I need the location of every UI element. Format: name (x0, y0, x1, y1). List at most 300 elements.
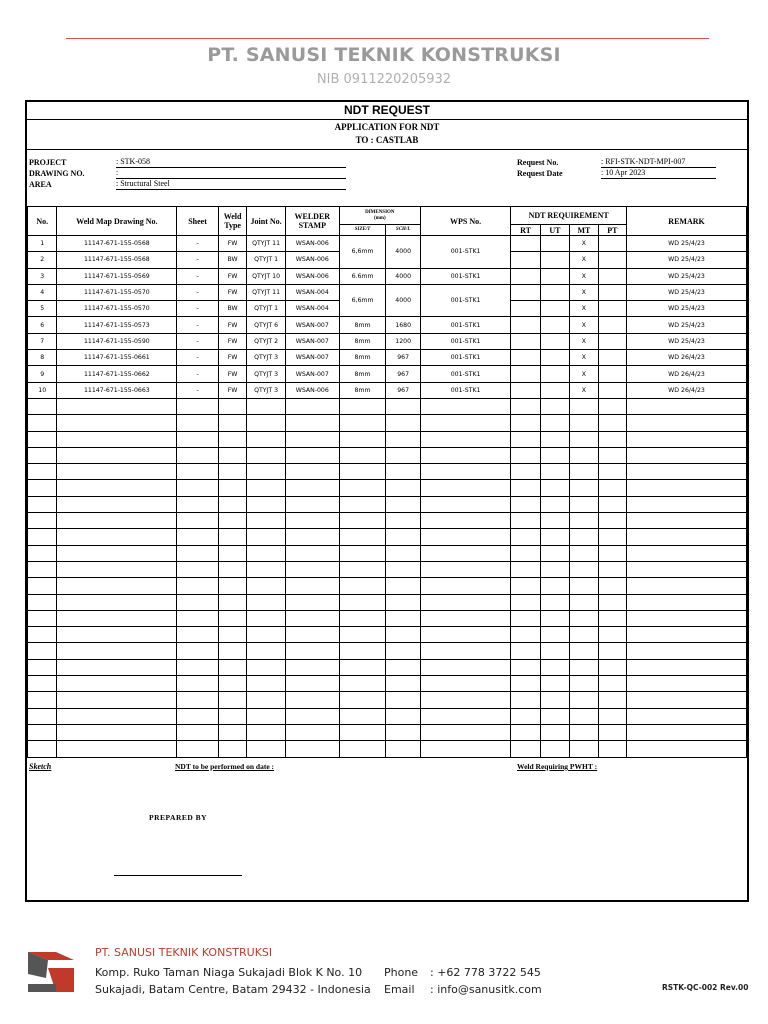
cell-mt (570, 659, 598, 675)
cell-weld-type: BW (218, 301, 246, 317)
cell-joint: QTYJT 2 (247, 333, 286, 349)
cell-sheet (177, 741, 219, 757)
cell-size (339, 594, 386, 610)
cell-welder (285, 398, 339, 414)
cell-pt (598, 464, 626, 480)
cell-no (28, 415, 57, 431)
cell-remark (627, 627, 747, 643)
cell-ut (540, 659, 569, 675)
cell-wps (420, 415, 510, 431)
cell-rt (511, 724, 540, 740)
cell-welder (285, 545, 339, 561)
cell-welder: WSAN-006 (285, 252, 339, 268)
cell-pt (598, 578, 626, 594)
cell-mt: X (570, 366, 598, 382)
cell-wps: 001-STK1 (420, 268, 510, 284)
cell-remark (627, 692, 747, 708)
cell-no: 5 (28, 301, 57, 317)
cell-size: 6,6mm (339, 284, 386, 317)
cell-sch: 4000 (386, 268, 421, 284)
cell-sch (386, 464, 421, 480)
cell-no (28, 594, 57, 610)
cell-sch (386, 692, 421, 708)
nib-number: NIB 0911220205932 (316, 72, 452, 87)
cell-drawing: 11147-671-155-0661 (57, 350, 177, 366)
cell-size (339, 643, 386, 659)
cell-mt: X (570, 333, 598, 349)
cell-welder (285, 431, 339, 447)
cell-sheet (177, 643, 219, 659)
cell-mt (570, 610, 598, 626)
project-info (27, 154, 747, 194)
cell-remark (627, 578, 747, 594)
cell-drawing (57, 741, 177, 757)
cell-welder: WSAN-007 (285, 333, 339, 349)
cell-sch (386, 513, 421, 529)
cell-sheet (177, 692, 219, 708)
table-row (28, 236, 747, 252)
cell-remark (627, 676, 747, 692)
cell-no (28, 398, 57, 414)
cell-size (339, 529, 386, 545)
table-row (28, 496, 747, 512)
cell-remark (627, 594, 747, 610)
cell-joint (247, 692, 286, 708)
cell-mt (570, 724, 598, 740)
cell-rt (511, 252, 540, 268)
cell-mt: X (570, 252, 598, 268)
cell-remark (627, 513, 747, 529)
cell-remark: WD 25/4/23 (627, 252, 747, 268)
table-row (28, 382, 747, 398)
cell-mt (570, 676, 598, 692)
cell-joint: QTYJT 10 (247, 268, 286, 284)
cell-mt (570, 627, 598, 643)
cell-wps (420, 708, 510, 724)
cell-mt: X (570, 236, 598, 252)
cell-mt (570, 692, 598, 708)
cell-joint: QTYJT 11 (247, 236, 286, 252)
company-name: PT. SANUSI TEKNIK KONSTRUKSI (207, 44, 561, 66)
cell-sheet (177, 464, 219, 480)
cell-wps: 001-STK1 (420, 382, 510, 398)
cell-sch (386, 643, 421, 659)
header-rule (66, 38, 709, 39)
cell-rt (511, 643, 540, 659)
cell-welder (285, 464, 339, 480)
project-value: : STK-058 (116, 156, 346, 168)
cell-weld-type (218, 529, 246, 545)
cell-welder (285, 561, 339, 577)
cell-wps: 001-STK1 (420, 317, 510, 333)
cell-ut (540, 708, 569, 724)
cell-sheet (177, 415, 219, 431)
cell-ut (540, 382, 569, 398)
cell-ut (540, 398, 569, 414)
cell-welder (285, 447, 339, 463)
cell-rt (511, 431, 540, 447)
cell-no: 10 (28, 382, 57, 398)
phone-value: : +62 778 3722 545 (430, 966, 541, 979)
cell-pt (598, 741, 626, 757)
cell-welder: WSAN-007 (285, 317, 339, 333)
cell-remark: WD 26/4/23 (627, 382, 747, 398)
cell-mt (570, 398, 598, 414)
cell-drawing (57, 496, 177, 512)
cell-rt (511, 366, 540, 382)
cell-pt (598, 545, 626, 561)
cell-no (28, 431, 57, 447)
cell-weld-type: FW (218, 382, 246, 398)
cell-sch (386, 724, 421, 740)
cell-remark (627, 398, 747, 414)
table-row (28, 659, 747, 675)
cell-wps (420, 480, 510, 496)
cell-joint (247, 594, 286, 610)
cell-ut (540, 366, 569, 382)
cell-drawing (57, 594, 177, 610)
cell-drawing (57, 431, 177, 447)
cell-drawing (57, 692, 177, 708)
cell-pt (598, 268, 626, 284)
cell-joint (247, 741, 286, 757)
col-sch: SCH/L (386, 225, 421, 236)
cell-no: 1 (28, 236, 57, 252)
cell-weld-type (218, 578, 246, 594)
cell-sheet (177, 529, 219, 545)
cell-drawing (57, 659, 177, 675)
table-row (28, 513, 747, 529)
cell-pt (598, 366, 626, 382)
cell-size (339, 431, 386, 447)
cell-drawing: 11147-671-155-0590 (57, 333, 177, 349)
cell-sheet: - (177, 301, 219, 317)
cell-mt (570, 447, 598, 463)
cell-mt: X (570, 350, 598, 366)
cell-weld-type (218, 676, 246, 692)
cell-remark (627, 610, 747, 626)
cell-wps (420, 594, 510, 610)
cell-remark (627, 741, 747, 757)
cell-joint (247, 561, 286, 577)
cell-drawing (57, 708, 177, 724)
cell-drawing (57, 561, 177, 577)
cell-weld-type (218, 447, 246, 463)
cell-joint (247, 447, 286, 463)
footer-address-2: Sukajadi, Batam Centre, Batam 29432 - Indonesia (95, 983, 371, 996)
footer-address-1: Komp. Ruko Taman Niaga Sukajadi Blok K No. 10 (95, 966, 363, 979)
cell-size: 8mm (339, 382, 386, 398)
cell-wps (420, 529, 510, 545)
cell-joint (247, 513, 286, 529)
cell-remark: WD 25/4/23 (627, 268, 747, 284)
cell-wps (420, 496, 510, 512)
cell-size (339, 545, 386, 561)
cell-pt (598, 447, 626, 463)
table-row (28, 464, 747, 480)
col-joint: Joint No. (247, 207, 286, 236)
to-line: TO : CASTLAB (355, 135, 419, 145)
cell-rt (511, 447, 540, 463)
cell-welder (285, 529, 339, 545)
cell-no (28, 447, 57, 463)
cell-sheet: - (177, 382, 219, 398)
cell-wps (420, 724, 510, 740)
cell-welder (285, 643, 339, 659)
cell-sch: 1200 (386, 333, 421, 349)
cell-sch (386, 627, 421, 643)
cell-joint (247, 480, 286, 496)
footer-contact (384, 964, 542, 998)
cell-no: 7 (28, 333, 57, 349)
cell-welder: WSAN-006 (285, 268, 339, 284)
cell-rt (511, 545, 540, 561)
cell-wps: 001-STK1 (420, 333, 510, 349)
cell-wps: 001-STK1 (420, 350, 510, 366)
cell-weld-type (218, 594, 246, 610)
cell-sheet: - (177, 252, 219, 268)
cell-sch (386, 431, 421, 447)
cell-mt: X (570, 284, 598, 300)
ndt-table (27, 206, 747, 758)
cell-sheet: - (177, 317, 219, 333)
cell-ut (540, 350, 569, 366)
cell-mt (570, 545, 598, 561)
cell-wps (420, 513, 510, 529)
cell-sheet (177, 513, 219, 529)
cell-joint (247, 724, 286, 740)
cell-size (339, 659, 386, 675)
drawing-value: : (116, 167, 346, 179)
cell-no (28, 741, 57, 757)
cell-pt (598, 382, 626, 398)
cell-no: 8 (28, 350, 57, 366)
table-row (28, 366, 747, 382)
cell-rt (511, 708, 540, 724)
cell-drawing (57, 529, 177, 545)
area-value: : Structural Steel (116, 178, 346, 190)
cell-drawing (57, 513, 177, 529)
cell-sch: 1680 (386, 317, 421, 333)
email-value: : info@sanusitk.com (430, 983, 542, 996)
cell-pt (598, 513, 626, 529)
cell-rt (511, 317, 540, 333)
cell-drawing (57, 676, 177, 692)
cell-wps (420, 545, 510, 561)
application-line: APPLICATION FOR NDT (334, 122, 440, 132)
cell-welder: WSAN-004 (285, 301, 339, 317)
cell-no: 9 (28, 366, 57, 382)
cell-rt (511, 529, 540, 545)
cell-remark: WD 26/4/23 (627, 350, 747, 366)
cell-joint (247, 529, 286, 545)
cell-weld-type: FW (218, 350, 246, 366)
cell-rt (511, 610, 540, 626)
cell-sheet (177, 545, 219, 561)
cell-no (28, 545, 57, 561)
cell-weld-type (218, 464, 246, 480)
col-welder: WELDER STAMP (285, 207, 339, 236)
cell-ut (540, 496, 569, 512)
table-row (28, 480, 747, 496)
cell-rt (511, 382, 540, 398)
cell-remark (627, 659, 747, 675)
cell-rt (511, 350, 540, 366)
col-rt: RT (511, 225, 540, 236)
cell-sch (386, 594, 421, 610)
email-label: Email (384, 983, 415, 996)
cell-size (339, 398, 386, 414)
cell-size: 8mm (339, 366, 386, 382)
cell-welder (285, 692, 339, 708)
request-no-label: Request No. (517, 158, 559, 167)
cell-drawing (57, 480, 177, 496)
cell-rt (511, 676, 540, 692)
cell-rt (511, 415, 540, 431)
cell-joint (247, 676, 286, 692)
cell-drawing: 11147-671-155-0573 (57, 317, 177, 333)
cell-rt (511, 236, 540, 252)
cell-no: 3 (28, 268, 57, 284)
cell-pt (598, 480, 626, 496)
col-remark: REMARK (627, 207, 747, 236)
cell-remark: WD 25/4/23 (627, 301, 747, 317)
cell-drawing (57, 724, 177, 740)
cell-no (28, 464, 57, 480)
cell-no (28, 708, 57, 724)
cell-sheet (177, 676, 219, 692)
table-row (28, 447, 747, 463)
cell-pt (598, 627, 626, 643)
cell-rt (511, 692, 540, 708)
cell-sheet (177, 480, 219, 496)
cell-ut (540, 529, 569, 545)
cell-ut (540, 610, 569, 626)
cell-pt (598, 236, 626, 252)
cell-pt (598, 643, 626, 659)
cell-mt: X (570, 382, 598, 398)
form-title: NDT REQUEST (27, 102, 747, 120)
table-row (28, 268, 747, 284)
cell-pt (598, 415, 626, 431)
cell-drawing: 11147-671-155-0570 (57, 301, 177, 317)
cell-joint (247, 415, 286, 431)
cell-joint (247, 578, 286, 594)
col-pt: PT (598, 225, 626, 236)
cell-sheet (177, 627, 219, 643)
cell-weld-type (218, 545, 246, 561)
cell-rt (511, 268, 540, 284)
cell-sch: 967 (386, 366, 421, 382)
cell-ut (540, 464, 569, 480)
cell-sheet: - (177, 350, 219, 366)
cell-ut (540, 594, 569, 610)
cell-size (339, 708, 386, 724)
cell-drawing (57, 627, 177, 643)
cell-mt: X (570, 268, 598, 284)
cell-sheet: - (177, 333, 219, 349)
cell-mt (570, 643, 598, 659)
cell-joint (247, 627, 286, 643)
cell-welder (285, 594, 339, 610)
cell-joint: QTYJT 1 (247, 252, 286, 268)
cell-weld-type (218, 724, 246, 740)
cell-mt (570, 480, 598, 496)
cell-pt (598, 496, 626, 512)
table-row (28, 676, 747, 692)
cell-pt (598, 594, 626, 610)
cell-weld-type: FW (218, 366, 246, 382)
cell-rt (511, 659, 540, 675)
cell-pt (598, 284, 626, 300)
signature-line (114, 875, 242, 876)
cell-sheet (177, 496, 219, 512)
cell-wps (420, 676, 510, 692)
cell-mt (570, 741, 598, 757)
cell-ut (540, 268, 569, 284)
table-row (28, 317, 747, 333)
cell-size (339, 578, 386, 594)
cell-size (339, 741, 386, 757)
cell-welder (285, 627, 339, 643)
cell-remark (627, 708, 747, 724)
cell-pt (598, 724, 626, 740)
cell-drawing: 11147-671-155-0569 (57, 268, 177, 284)
cell-no (28, 627, 57, 643)
cell-sch (386, 415, 421, 431)
cell-pt (598, 708, 626, 724)
company-logo-icon (26, 948, 76, 996)
cell-no (28, 480, 57, 496)
cell-drawing (57, 464, 177, 480)
cell-ut (540, 627, 569, 643)
cell-wps (420, 464, 510, 480)
cell-drawing: 11147-671-155-0662 (57, 366, 177, 382)
phone-label: Phone (384, 966, 419, 979)
cell-remark (627, 643, 747, 659)
cell-sch: 4000 (386, 236, 421, 269)
table-row (28, 610, 747, 626)
cell-remark (627, 447, 747, 463)
cell-sch: 967 (386, 382, 421, 398)
cell-remark (627, 724, 747, 740)
cell-welder (285, 496, 339, 512)
table-row (28, 708, 747, 724)
col-drawing: Weld Map Drawing No. (57, 207, 177, 236)
cell-welder: WSAN-007 (285, 366, 339, 382)
cell-weld-type: FW (218, 268, 246, 284)
cell-welder (285, 741, 339, 757)
cell-sch: 967 (386, 350, 421, 366)
cell-welder (285, 415, 339, 431)
cell-pt (598, 350, 626, 366)
ndt-request-form (25, 100, 749, 902)
cell-wps: 001-STK1 (420, 284, 510, 317)
cell-wps (420, 659, 510, 675)
cell-pt (598, 431, 626, 447)
cell-sch (386, 676, 421, 692)
cell-mt (570, 708, 598, 724)
cell-pt (598, 301, 626, 317)
cell-drawing (57, 578, 177, 594)
cell-ut (540, 643, 569, 659)
cell-ut (540, 447, 569, 463)
cell-ut (540, 333, 569, 349)
cell-size (339, 496, 386, 512)
cell-remark (627, 545, 747, 561)
cell-sch (386, 610, 421, 626)
cell-size (339, 676, 386, 692)
